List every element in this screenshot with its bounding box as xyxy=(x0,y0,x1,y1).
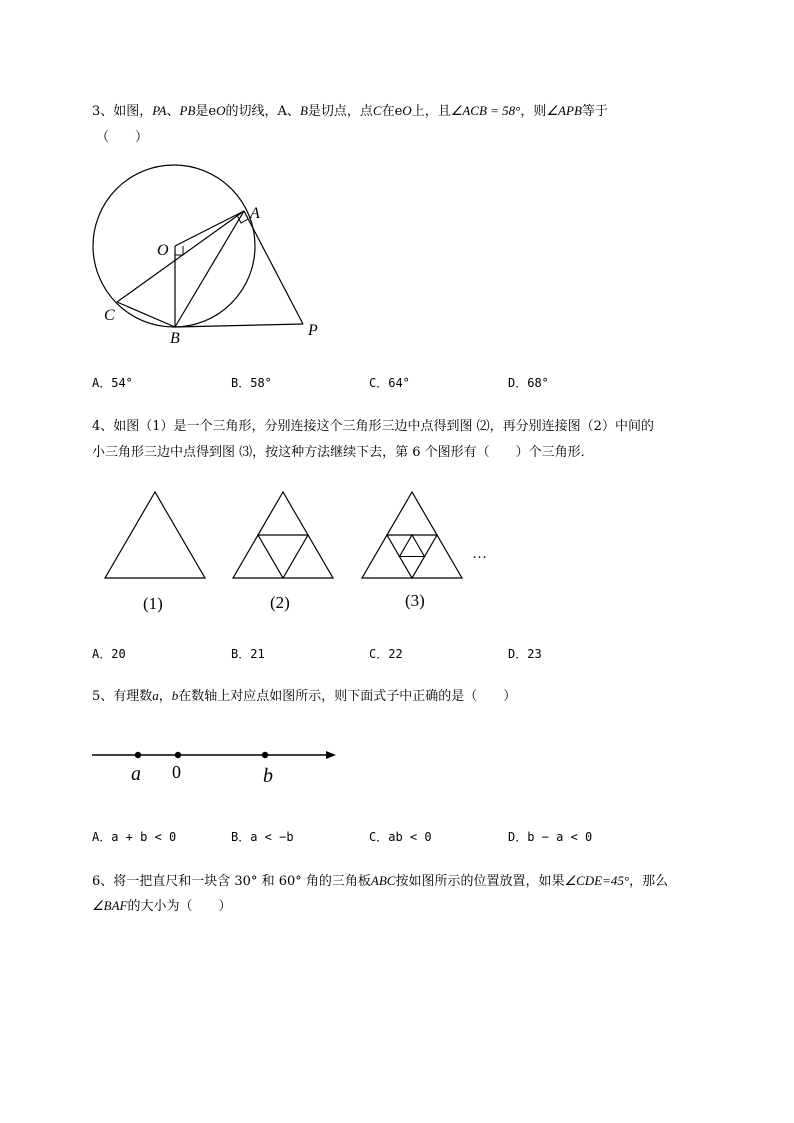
q3-circle-symbol: e xyxy=(208,104,217,119)
q5-option-c: C．ab < 0 xyxy=(369,830,432,844)
q4-option-c: C．22 xyxy=(369,647,403,661)
q3-sep: 、 xyxy=(286,104,300,119)
q3-text: 3、如图， xyxy=(92,104,153,119)
q4-option-d: D．23 xyxy=(508,647,542,661)
q3-pb: PB xyxy=(179,103,196,118)
q5-label-b: b xyxy=(263,765,273,787)
q6-text: ，那么 xyxy=(629,874,669,889)
q3-angle-apb: ∠APB xyxy=(546,103,582,118)
q4-figure xyxy=(95,485,505,615)
q4-label-3: (3) xyxy=(405,591,425,610)
q3-text: 的切线， xyxy=(225,104,278,119)
q5-label-a: a xyxy=(131,763,141,785)
q3-option-c: C．64° xyxy=(369,376,410,390)
q6-angle-cde: ∠CDE=45° xyxy=(564,873,630,888)
q4-option-a: A．20 xyxy=(92,647,126,661)
q5-option-d: D．b − a < 0 xyxy=(508,830,593,844)
q3-sep: 、 xyxy=(166,104,180,119)
q6-abc: ABC xyxy=(370,873,396,888)
q5-point-b xyxy=(262,752,268,758)
q3-b: B xyxy=(299,103,308,118)
q3-text: 是切点，点 xyxy=(307,104,373,119)
q3-text: 是 xyxy=(195,104,209,119)
q5-option-b: B．a < −b xyxy=(231,830,294,844)
q3-label-p: P xyxy=(308,322,318,339)
q3-label-o: O xyxy=(157,242,169,259)
q5-a: a xyxy=(152,688,159,703)
q3-text: 上，且 xyxy=(411,104,451,119)
q5-point-zero xyxy=(175,752,181,758)
q5-point-a xyxy=(135,752,141,758)
q3-option-a: A．54° xyxy=(92,376,133,390)
q6-text: 的大小为（ ） xyxy=(127,899,232,914)
q3-o: O xyxy=(216,103,226,118)
q4-option-b: B．21 xyxy=(231,647,265,661)
q6-angle-baf: ∠BAF xyxy=(92,898,128,913)
q3-text: 在 xyxy=(381,104,395,119)
q3-angle-acb: ∠ACB = 58° xyxy=(450,103,521,118)
q3-label-a: A xyxy=(250,205,260,222)
q3-text: 等于 xyxy=(581,104,608,119)
q6-text: 6、将一把直尺和一块含 30° 和 60° 角的三角板 xyxy=(92,874,371,889)
q3-figure xyxy=(80,160,340,355)
q5-b: b xyxy=(171,688,179,703)
q4-label-2: (2) xyxy=(270,593,290,612)
q3-text: ，则 xyxy=(520,104,547,119)
q3-option-b: B．58° xyxy=(231,376,272,390)
q4-ellipsis: … xyxy=(472,546,487,562)
q3-answer-blank: （ ） xyxy=(96,130,149,145)
q5-text: 5、有理数 xyxy=(92,689,153,704)
q5-option-a: A．a + b < 0 xyxy=(92,830,177,844)
q6-text: 按如图所示的位置放置，如果 xyxy=(395,874,565,889)
q5-line1 xyxy=(92,685,516,704)
q5-number-line xyxy=(88,740,343,790)
q4-label-1: (1) xyxy=(143,594,163,613)
q3-line1 xyxy=(92,100,608,119)
q3-a: A xyxy=(277,104,287,119)
q3-option-d: D．68° xyxy=(508,376,549,390)
q3-o: O xyxy=(402,103,412,118)
q3-pa: PA xyxy=(152,103,167,118)
q5-label-zero: 0 xyxy=(172,762,181,782)
q3-label-c: C xyxy=(104,307,115,324)
q4-line2: 小三角形三边中点得到图 ⑶，按这种方法继续下去，第 6 个图形有（ ）个三角形． xyxy=(92,445,594,460)
q5-text: 在数轴上对应点如图所示，则下面式子中正确的是（ ） xyxy=(178,689,517,704)
q3-circle-symbol: e xyxy=(394,104,403,119)
q3-label-b: B xyxy=(170,330,180,347)
q3-c: C xyxy=(372,103,382,118)
q6-line2 xyxy=(92,895,232,914)
q5-text: ， xyxy=(158,689,172,704)
q4-line1: 4、如图（1）是一个三角形，分别连接这个三角形三边中点得到图 ⑵，再分别连接图（2）中间的 xyxy=(92,419,654,434)
q6-line1 xyxy=(92,870,668,889)
